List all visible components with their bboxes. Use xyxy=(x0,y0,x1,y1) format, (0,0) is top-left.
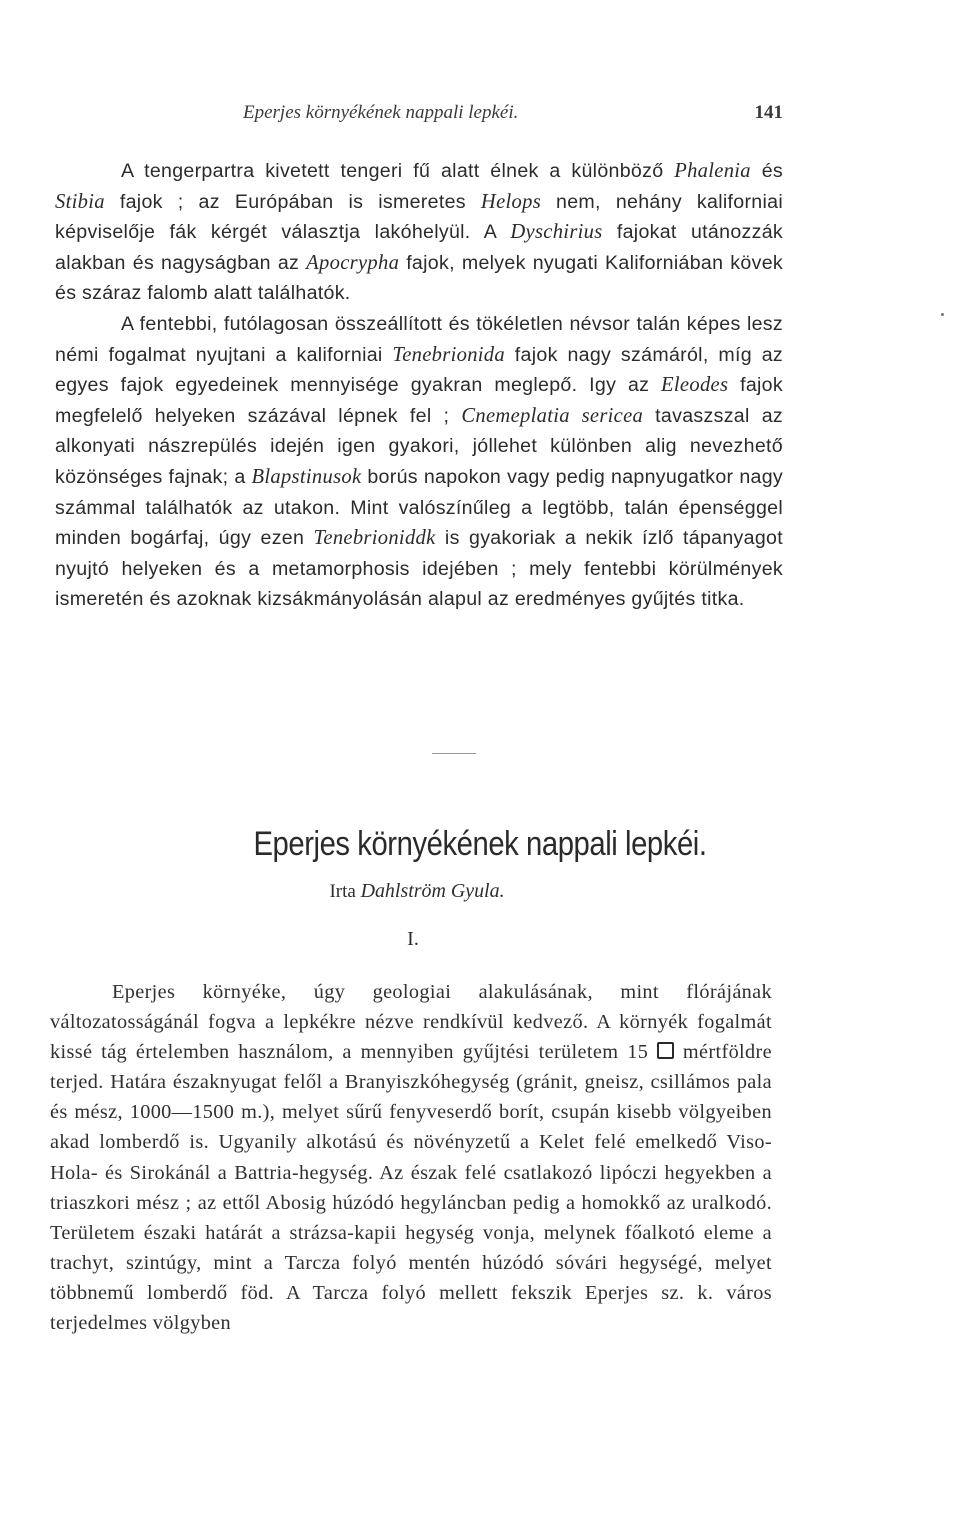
article-title: Eperjes környékének nappali lepkéi. xyxy=(253,825,707,863)
text-run: fajok, melyek nyugati Kaliforniában kövek és száraz falomb alatt találhatók. xyxy=(55,251,783,305)
taxon-name: Dyschirius xyxy=(510,221,603,244)
paragraph-eperjes xyxy=(50,977,772,1338)
text-run: fajok megfelelő helyeken százával lépnek fel ; xyxy=(55,374,783,427)
taxon-name: Tenebrionida xyxy=(392,343,505,366)
running-head xyxy=(243,102,783,130)
taxon-name: Tenebrioniddk xyxy=(313,527,436,550)
page-number: 141 xyxy=(754,102,783,123)
text-run: fajok ; az Európában is ismeretes xyxy=(104,190,481,213)
taxon-name: Stibia xyxy=(55,190,105,213)
text-run: Eperjes környéke, úgy geologiai alakulásának, mint flórájának változatosságánál fogva a lepkékre nézve rendkívül kedvező. A környék fogalmát kissé tág értelemben használom, a mennyiben gyűjtési területem 15 xyxy=(50,981,772,1064)
taxon-name: Helops xyxy=(480,190,542,213)
byline-author: Dahlström Gyula. xyxy=(360,880,505,902)
text-run: nem, nehány kaliforniai képviselője fák kérgét választja lakóhelyül. A xyxy=(55,190,784,244)
section-divider xyxy=(432,753,476,754)
text-run: A tengerpartra kivetett tengeri fű alatt élnek a különböző xyxy=(121,160,675,182)
byline xyxy=(0,880,834,903)
text-run: tavaszszal az alkonyati nászrepülés idején igen gyakori, jóllehet különben alig nevezhető közönséges fajnak; a xyxy=(55,404,783,488)
text-run: és xyxy=(750,160,783,182)
taxon-name: Blapstinusok xyxy=(251,465,362,488)
text-run: fajok nagy számáról, míg az egyes fajok egyedeinek mennyisége gyakran meglepő. Igy az xyxy=(55,343,783,397)
section-number: I. xyxy=(407,928,419,950)
taxon-name: Phalenia xyxy=(674,160,751,182)
taxon-name: Eleodes xyxy=(661,374,729,397)
paragraph-1-sentence-1 xyxy=(55,156,783,309)
text-run: is gyakoriak a nekik ízlő tápanyagot nyujtó helyeken és a metamorphosis idejében ; mely fentebbi körülmények ismeretén és azoknak kizsákmányolásán alapul az eredményes gyűjtés titka. xyxy=(55,527,783,611)
byline-prefix: Irta xyxy=(329,881,361,902)
paragraph-tenebrionida xyxy=(55,156,783,615)
text-run: fajokat utánozzák alakban és nagyságban az xyxy=(55,221,784,274)
text-run: mértföldre terjed. Határa északnyugat felől a Branyiszkóhegység (gránit, gneisz, csillámos pala és mész, 1000—1500 m.), melyet sűrű fenyveserdő borít, csupán kisebb völgyeiben akad lomberdő is. Ugyanily alkotású és növényzetű a Kelet felé emelkedő Viso-Hola- és Sirokánál a Battria-hegység. Az észak felé csatlakozó lipóczi hegyekben a triaszkori mész ; az ettől Abosig húzódó hegyláncban pedig a homokkő az uralkodó. Területem északi határát a strázsa-kapii hegység vonja, melynek főalkotó eleme a trachyt, szintúgy, mint a Tarcza folyó mentén húzódó sóvári hegységé, melyet többnemű lomberdő föd. A Tarcza folyó mellett fekszik Eperjes sz. k. város terjedelmes völgyben xyxy=(50,1041,772,1335)
taxon-name: Cnemeplatia sericea xyxy=(461,404,644,427)
text-run: A fentebbi, futólagosan összeállított és tökéletlen névsor talán képes lesz némi fogalmat nyujtani a kaliforniai xyxy=(55,312,783,366)
square-mile-icon xyxy=(657,1042,674,1059)
paper-speck xyxy=(941,313,944,316)
running-head-title: Eperjes környékének nappali lepkéi. xyxy=(243,102,519,123)
taxon-name: Apocrypha xyxy=(306,251,400,274)
paragraph-1-sentence-2 xyxy=(55,309,783,615)
paragraph-2 xyxy=(50,977,772,1338)
text-run: borús napokon vagy pedig napnyugatkor nagy számmal találhatók az utakon. Mint valószínűleg a legtöbb, talán épenséggel minden bogárfaj, úgy ezen xyxy=(55,465,784,550)
